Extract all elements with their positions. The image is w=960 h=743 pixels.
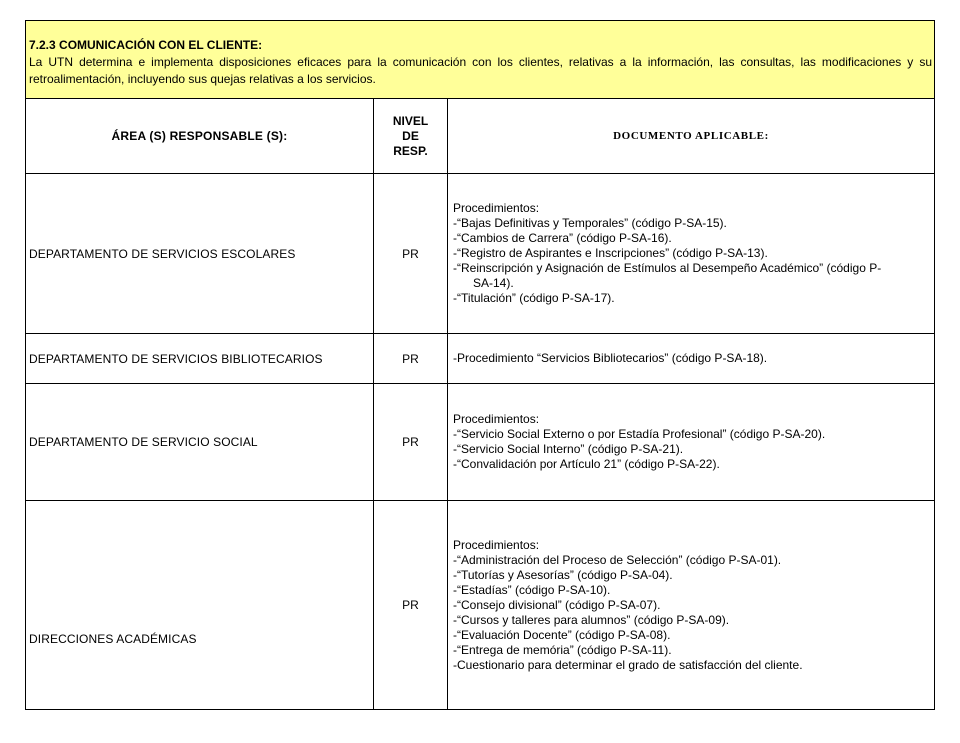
table-row — [26, 334, 934, 384]
area-cell: DEPARTAMENTO DE SERVICIO SOCIAL — [26, 384, 374, 500]
document-line: SA-14). — [473, 276, 514, 290]
level-header-line-1: NIVEL — [392, 113, 429, 128]
level-cell: PR — [374, 174, 448, 333]
table-row — [26, 501, 934, 709]
documents-cell — [448, 334, 934, 383]
level-header-line-2: DE — [402, 128, 419, 143]
document-line: -“Administración del Proceso de Selección” (código P-SA-01). — [453, 552, 782, 567]
section-title: 7.2.3 COMUNICACIÓN CON EL CLIENTE: — [29, 38, 263, 52]
level-cell: PR — [374, 501, 448, 709]
document-line: -“Consejo divisional” (código P-SA-07). — [453, 597, 661, 612]
document-line: -“Servicio Social Externo o por Estadía Profesional” (código P-SA-20). — [453, 427, 826, 441]
section-header-content — [29, 37, 932, 88]
document-line: -“Convalidación por Artículo 21” (código P-SA-22). — [453, 457, 720, 471]
level-cell: PR — [374, 384, 448, 500]
document-line: -“Cambios de Carrera” (código P-SA-16). — [453, 231, 672, 245]
document-line: Procedimientos: — [453, 412, 540, 426]
document-line: -“Cursos y talleres para alumnos” (código P-SA-09). — [453, 612, 730, 627]
document-column-header: DOCUMENTO APLICABLE: — [613, 130, 769, 142]
area-cell: DEPARTAMENTO DE SERVICIOS BIBLIOTECARIOS — [26, 334, 374, 383]
area-cell: DIRECCIONES ACADÉMICAS — [26, 501, 374, 709]
level-header-line-3: RESP. — [393, 143, 428, 158]
document-line: -“Titulación” (código P-SA-17). — [453, 291, 615, 305]
documents-cell — [448, 501, 934, 709]
document-line: -“Entrega de memória” (código P-SA-11). — [453, 642, 672, 657]
level-cell: PR — [374, 334, 448, 383]
section-header — [26, 21, 934, 99]
document-line: Procedimientos: — [453, 537, 540, 552]
table-row — [26, 174, 934, 334]
document-line: -Cuestionario para determinar el grado de satisfacción del cliente. — [453, 657, 803, 672]
document-line: -“Servicio Social Interno” (código P-SA-21). — [453, 442, 684, 456]
document-line: -“Estadías” (código P-SA-10). — [453, 582, 611, 597]
documents-cell — [448, 174, 934, 333]
document-line: -“Reinscripción y Asignación de Estímulos al Desempeño Académico” (código P- — [453, 261, 882, 275]
area-cell: DEPARTAMENTO DE SERVICIOS ESCOLARES — [26, 174, 374, 333]
document-line: -“Registro de Aspirantes e Inscripciones” (código P-SA-13). — [453, 246, 768, 260]
document-table — [25, 20, 935, 710]
document-line: Procedimientos: — [453, 201, 540, 215]
document-line: -“Bajas Definitivas y Temporales” (código P-SA-15). — [453, 216, 727, 230]
documents-cell — [448, 384, 934, 500]
section-description: La UTN determina e implementa disposiciones eficaces para la comunicación con los clientes, relativas a la información, las consultas, las modificaciones y su retroalimentación, incluyendo sus quejas relativas a los servicios. — [29, 55, 932, 86]
column-header-row — [26, 99, 934, 174]
table-row — [26, 384, 934, 501]
area-column-header: ÁREA (S) RESPONSABLE (S): — [26, 99, 374, 173]
document-line: -“Tutorías y Asesorías” (código P-SA-04). — [453, 567, 673, 582]
document-line: -Procedimiento “Servicios Bibliotecarios” (código P-SA-18). — [453, 351, 768, 365]
level-column-header — [374, 99, 448, 173]
document-line: -“Evaluación Docente” (código P-SA-08). — [453, 627, 671, 642]
